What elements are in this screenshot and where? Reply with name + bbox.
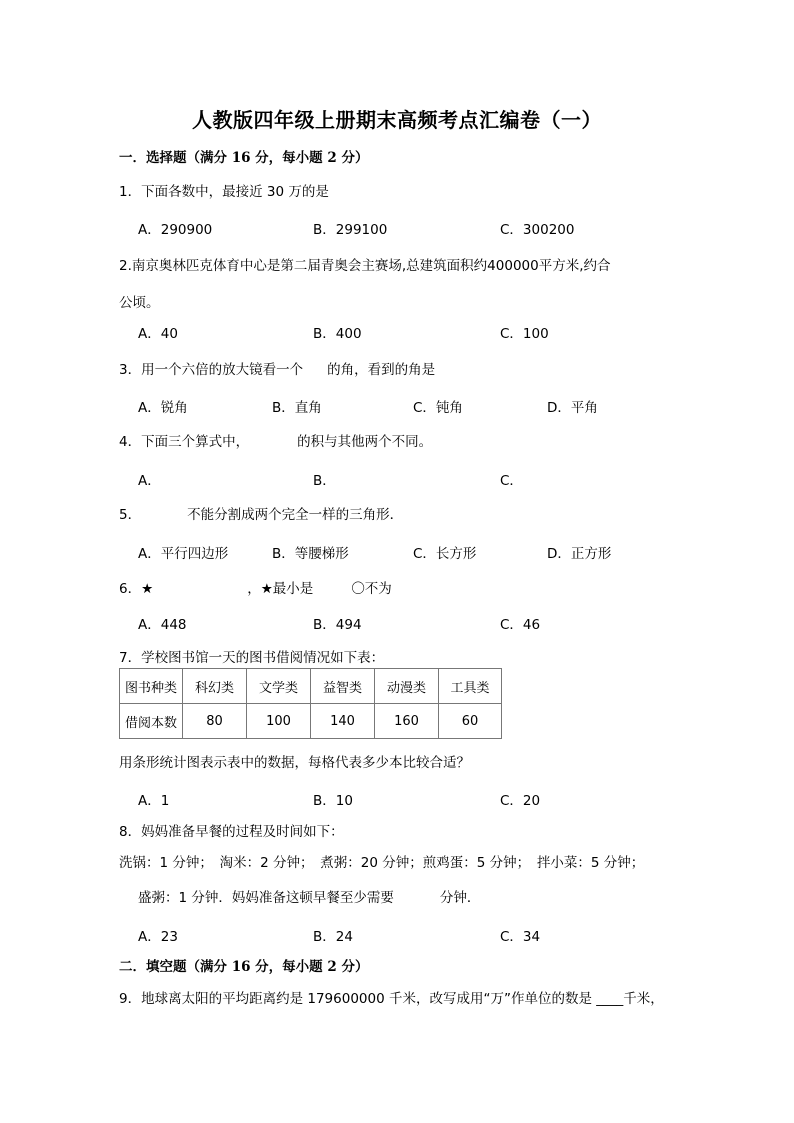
q3-option-a[interactable]: A．锐角	[138, 400, 188, 416]
question-5-text-b: 不能分割成两个完全一样的三角形．	[187, 507, 404, 523]
q4-option-a[interactable]: A．	[138, 473, 161, 489]
table-cell: 科幻类	[183, 669, 247, 704]
table-cell: 图书种类	[120, 669, 183, 704]
question-6-text-a: 6．★	[119, 581, 154, 597]
q2-option-b[interactable]: B．400	[313, 326, 362, 342]
table-cell: 80	[183, 704, 247, 739]
q5-option-a[interactable]: A．平行四边形	[138, 546, 229, 562]
question-7-prompt: 用条形统计图表示表中的数据，每格代表多少本比较合适？	[119, 755, 470, 771]
question-9: 9．地球离太阳的平均距离约是 179600000 千米，改写成用“万”作单位的数是 ____千米，	[119, 991, 664, 1007]
table-cell: 60	[439, 704, 502, 739]
question-1: 1．下面各数中，最接近 30 万的是	[119, 184, 329, 200]
q6-option-b[interactable]: B．494	[313, 617, 362, 633]
question-8-steps: 洗锅：1 分钟； 淘米：2 分钟； 煮粥：20 分钟；煎鸡蛋：5 分钟； 拌小菜：5 分钟；	[119, 855, 645, 871]
question-4	[119, 430, 432, 450]
question-5-text-a: 5．	[119, 507, 142, 523]
library-borrowing-table	[119, 668, 502, 739]
table-cell: 借阅本数	[120, 704, 183, 739]
table-cell: 160	[375, 704, 439, 739]
page-title: 人教版四年级上册期末高频考点汇编卷（一）	[192, 108, 602, 132]
question-8-text-a: 盛粥：1 分钟．妈妈准备这顿早餐至少需要	[138, 890, 394, 906]
section-heading-fill-in: 二．填空题（满分 16 分，每小题 2 分）	[119, 959, 369, 975]
question-4-text-a: 4．下面三个算式中，	[119, 434, 250, 450]
question-8-text-b: 分钟．	[439, 890, 481, 906]
table-cell: 文学类	[247, 669, 311, 704]
question-7: 7．学校图书馆一天的图书借阅情况如下表：	[119, 650, 385, 666]
q1-option-c[interactable]: C．300200	[500, 222, 575, 238]
question-2-line1: 2.南京奥林匹克体育中心是第二届青奥会主赛场,总建筑面积约400000平方米,约合	[119, 258, 611, 274]
table-cell: 100	[247, 704, 311, 739]
q6-option-c[interactable]: C．46	[500, 617, 541, 633]
question-2-line2: 公顷。	[119, 295, 160, 311]
q3-option-c[interactable]: C．钝角	[413, 400, 463, 416]
q5-option-b[interactable]: B．等腰梯形	[272, 546, 349, 562]
q8-option-a[interactable]: A．23	[138, 929, 178, 945]
question-8-line3	[138, 886, 480, 906]
q5-option-c[interactable]: C．长方形	[413, 546, 477, 562]
question-3-text-a: 3．用一个六倍的放大镜看一个	[119, 362, 304, 378]
table-cell: 工具类	[439, 669, 502, 704]
table-cell: 动漫类	[375, 669, 439, 704]
q4-option-b[interactable]: B．	[313, 473, 336, 489]
question-6	[119, 577, 392, 597]
section-heading-choice: 一．选择题（满分 16 分，每小题 2 分）	[119, 150, 369, 166]
q8-option-b[interactable]: B．24	[313, 929, 353, 945]
question-3-text-b: 的角，看到的角是	[327, 362, 436, 378]
q4-option-c[interactable]: C．	[500, 473, 523, 489]
q8-option-c[interactable]: C．34	[500, 929, 541, 945]
table-header-row	[120, 669, 502, 704]
q1-option-b[interactable]: B．299100	[313, 222, 388, 238]
q2-option-a[interactable]: A．40	[138, 326, 178, 342]
q3-option-b[interactable]: B．直角	[272, 400, 322, 416]
q3-option-d[interactable]: D．平角	[547, 400, 598, 416]
q7-option-c[interactable]: C．20	[500, 793, 541, 809]
question-5	[119, 503, 403, 523]
q7-option-b[interactable]: B．10	[313, 793, 353, 809]
q2-option-c[interactable]: C．100	[500, 326, 549, 342]
table-cell: 140	[311, 704, 375, 739]
table-cell: 益智类	[311, 669, 375, 704]
q1-option-a[interactable]: A．290900	[138, 222, 213, 238]
question-4-text-b: 的积与其他两个不同。	[297, 434, 433, 450]
question-3	[119, 358, 435, 378]
table-row	[120, 704, 502, 739]
q6-option-a[interactable]: A．448	[138, 617, 187, 633]
question-8: 8．妈妈准备早餐的过程及时间如下：	[119, 824, 344, 840]
q7-option-a[interactable]: A．1	[138, 793, 170, 809]
question-6-text-c: 〇不为	[351, 581, 392, 597]
q5-option-d[interactable]: D．正方形	[547, 546, 612, 562]
question-6-text-b: ，★最小是	[247, 581, 314, 597]
